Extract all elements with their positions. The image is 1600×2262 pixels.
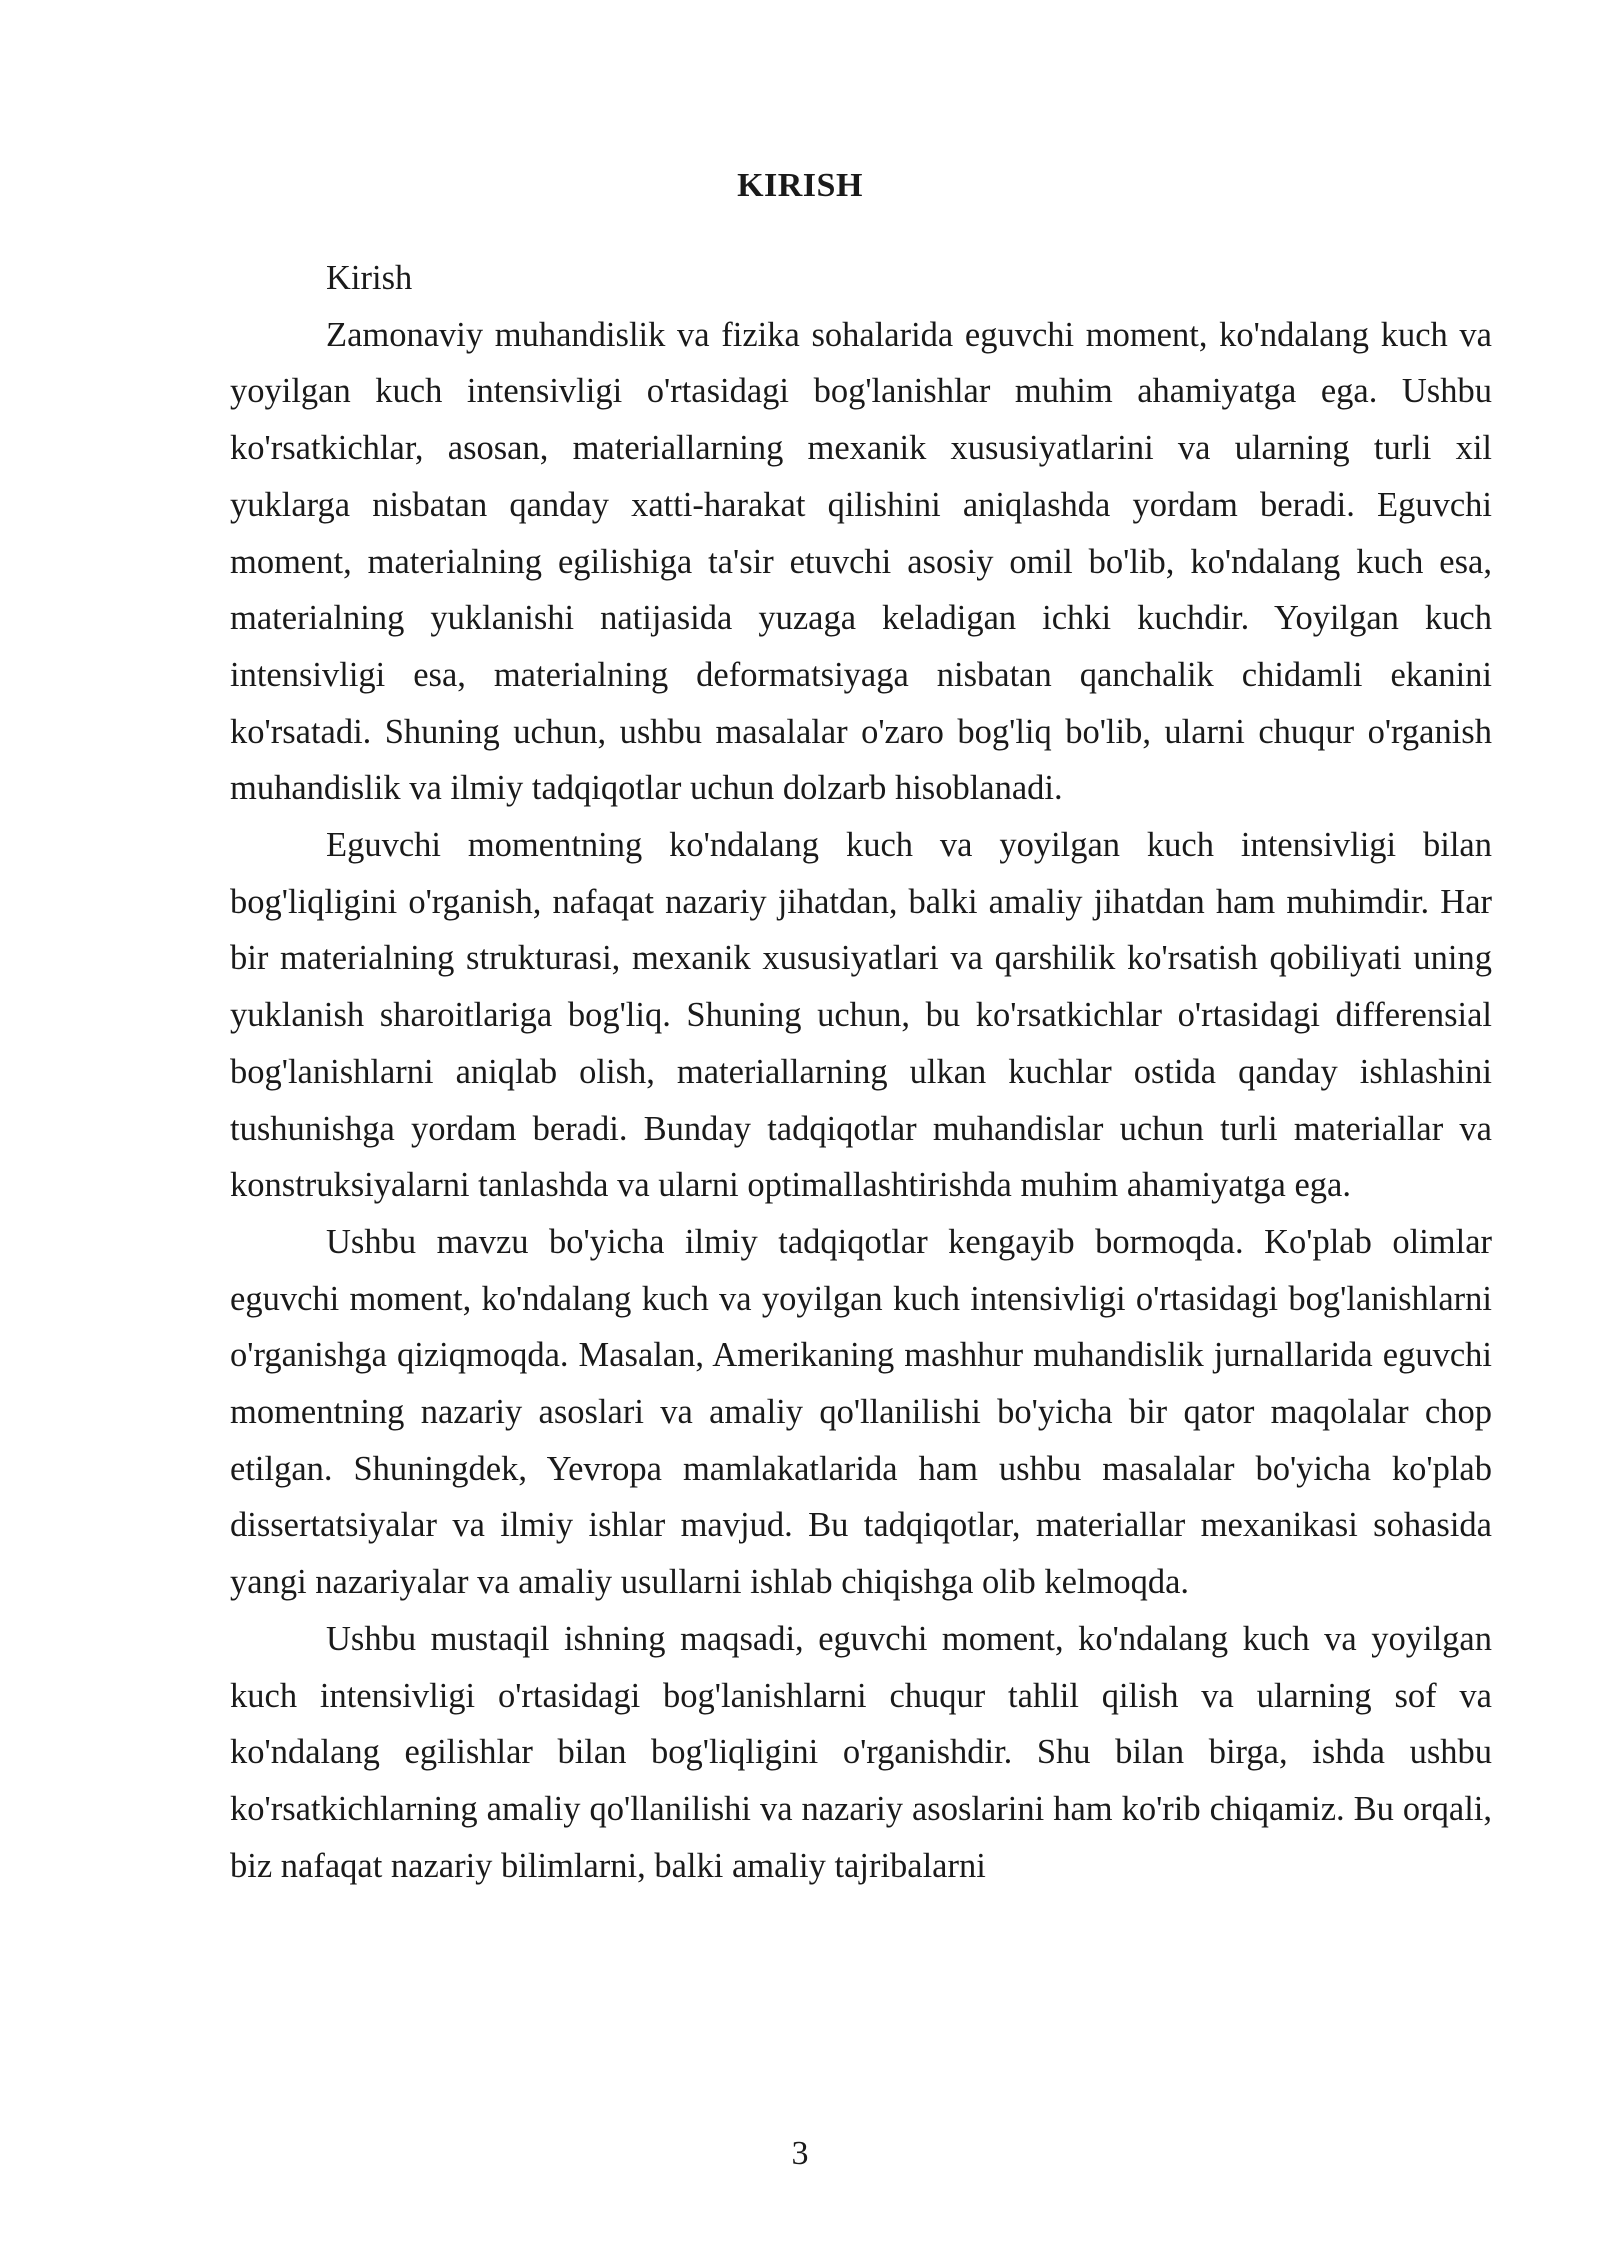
page-title: KIRISH [737, 167, 863, 204]
page-number: 3 [791, 2135, 809, 2172]
paragraph: Ushbu mavzu bo'yicha ilmiy tadqiqotlar kengayib bormoqda. Ko'plab olimlar eguvchi moment, ko'ndalang kuch va yoyilgan kuch intensivligi o'rtasidagi bog'lanishlarni o'rganishga qiziqmoqda. Masalan, Amerikaning mashhur muhandislik jurnallarida eguvchi momentning nazariy asoslari va amaliy qo'llanilishi bo'yicha bir qator maqolalar chop etilgan. Shuningdek, Yevropa mamlakatlarida ham ushbu masalalar bo'yicha ko'plab dissertatsiyalar va ilmiy ishlar mavjud. Bu tadqiqotlar, materiallar mexanikasi sohasida yangi nazariyalar va amaliy usullarni ishlab chiqishga olib kelmoqda. [230, 1222, 1492, 1602]
document-body [230, 250, 1492, 1894]
paragraph: Eguvchi momentning ko'ndalang kuch va yoyilgan kuch intensivligi bilan bog'liqligini o'rganish, nafaqat nazariy jihatdan, balki amaliy jihatdan ham muhimdir. Har bir materialning strukturasi, mexanik xususiyatlari va qarshilik ko'rsatish qobiliyati uning yuklanish sharoitlariga bog'liq. Shuning uchun, bu ko'rsatkichlar o'rtasidagi differensial bog'lanishlarni aniqlab olish, materiallarning ulkan kuchlar ostida qanday ishlashini tushunishga yordam beradi. Bunday tadqiqotlar muhandislar uchun turli materiallar va konstruksiyalarni tanlashda va ularni optimallashtirishda muhim ahamiyatga ega. [230, 826, 1492, 1205]
section-subheading: Kirish [326, 259, 413, 297]
paragraph: Zamonaviy muhandislik va fizika sohalarida eguvchi moment, ko'ndalang kuch va yoyilgan kuch intensivligi o'rtasidagi bog'lanishlar muhim ahamiyatga ega. Ushbu ko'rsatkichlar, asosan, materiallarning mexanik xususiyatlarini va ularning turli xil yuklarga nisbatan qanday xatti-harakat qilishini aniqlashda yordam beradi. Eguvchi moment, materialning egilishiga ta'sir etuvchi asosiy omil bo'lib, ko'ndalang kuch esa, materialning yuklanishi natijasida yuzaga keladigan ichki kuchdir. Yoyilgan kuch intensivligi esa, materialning deformatsiyaga nisbatan qanchalik chidamli ekanini ko'rsatadi. Shuning uchun, ushbu masalalar o'zaro bog'liq bo'lib, ularni chuqur o'rganish muhandislik va ilmiy tadqiqotlar uchun dolzarb hisoblanadi. [230, 315, 1492, 808]
paragraph: Ushbu mustaqil ishning maqsadi, eguvchi moment, ko'ndalang kuch va yoyilgan kuch intensivligi o'rtasidagi bog'lanishlarni chuqur tahlil qilish va ularning sof va ko'ndalang egilishlar bilan bog'liqligini o'rganishdir. Shu bilan birga, ishda ushbu ko'rsatkichlarning amaliy qo'llanilishi va nazariy asoslarini ham ko'rib chiqamiz. Bu orqali, biz nafaqat nazariy bilimlarni, balki amaliy tajribalarni [230, 1619, 1492, 1885]
